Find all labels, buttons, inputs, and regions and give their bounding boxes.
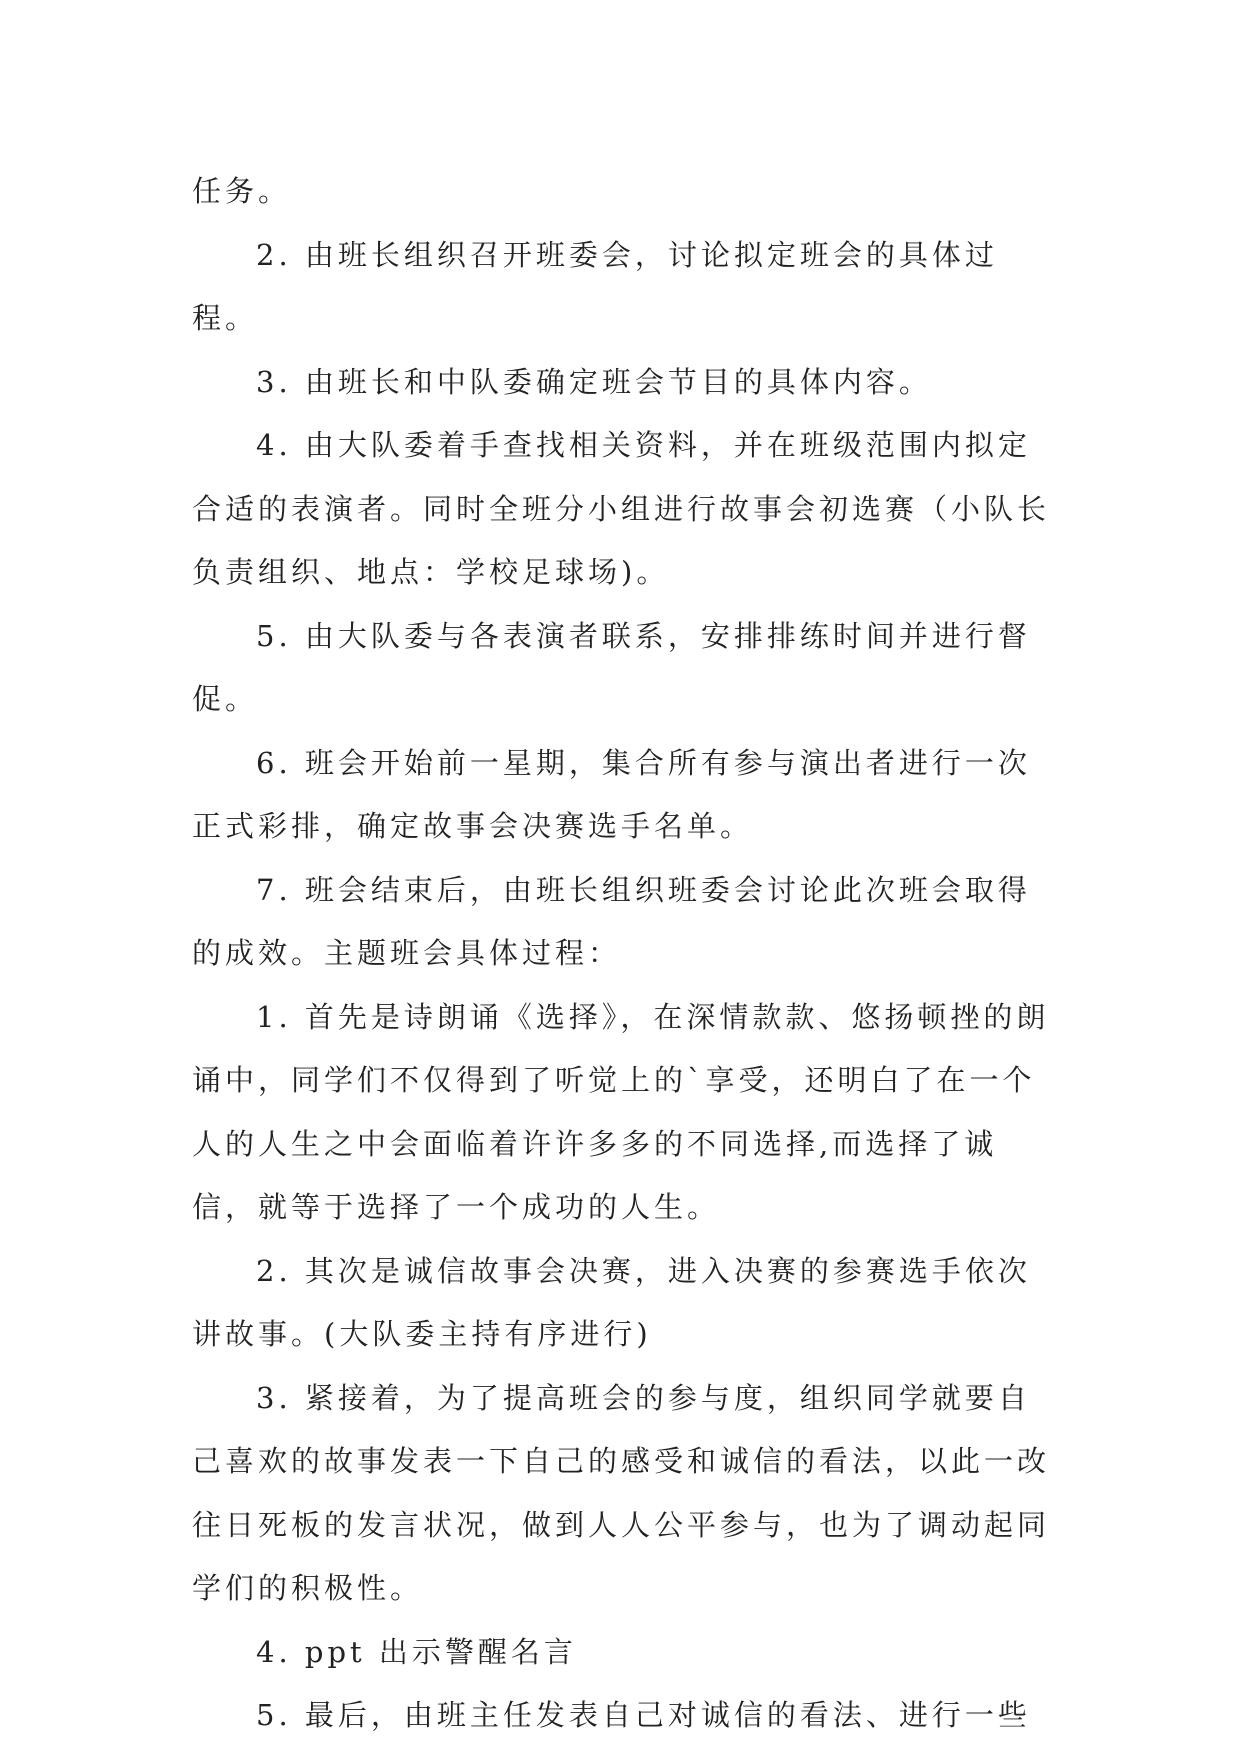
paragraph-1: 任务。 <box>192 174 292 208</box>
paragraph-2: 2. 由班长组织召开班委会，讨论拟定班会的具体过程。 <box>192 237 998 335</box>
paragraph-3: 3. 由班长和中队委确定班会节目的具体内容。 <box>256 364 932 399</box>
paragraph-9: 2. 其次是诚信故事会决赛，进入决赛的参赛选手依次讲故事。(大队委主持有序进行) <box>192 1253 1031 1351</box>
paragraph-4: 4. 由大队委着手查找相关资料，并在班级范围内拟定合适的表演者。同时全班分小组进行故事会初选赛（小队长负责组织、地点：学校足球场)。 <box>192 428 1051 589</box>
paragraph-5: 5. 由大队委与各表演者联系，安排排练时间并进行督促。 <box>192 618 1031 716</box>
paragraph-10: 3. 紧接着，为了提高班会的参与度，组织同学就要自己喜欢的故事发表一下自己的感受和诚信的看法，以此一改往日死板的发言状况，做到人人公平参与，也为了调动起同学们的积极性。 <box>192 1380 1051 1605</box>
paragraph-7: 7. 班会结束后，由班长组织班委会讨论此次班会取得的成效。主题班会具体过程： <box>192 872 1031 970</box>
paragraph-12: 5. 最后，由班主任发表自己对诚信的看法、进行一些 <box>256 1698 1031 1732</box>
paragraph-6: 6. 班会开始前一星期，集合所有参与演出者进行一次正式彩排，确定故事会决赛选手名单。 <box>192 745 1031 843</box>
paragraph-11: 4. ppt 出示警醒名言 <box>256 1634 577 1669</box>
body-text <box>192 160 1052 1748</box>
paragraph-8: 1. 首先是诗朗诵《选择》，在深情款款、悠扬顿挫的朗诵中，同学们不仅得到了听觉上的`享受，还明白了在一个人的人生之中会面临着许许多多的不同选择,而选择了诚信，就等于选择了一个成功的人生。 <box>192 999 1050 1224</box>
